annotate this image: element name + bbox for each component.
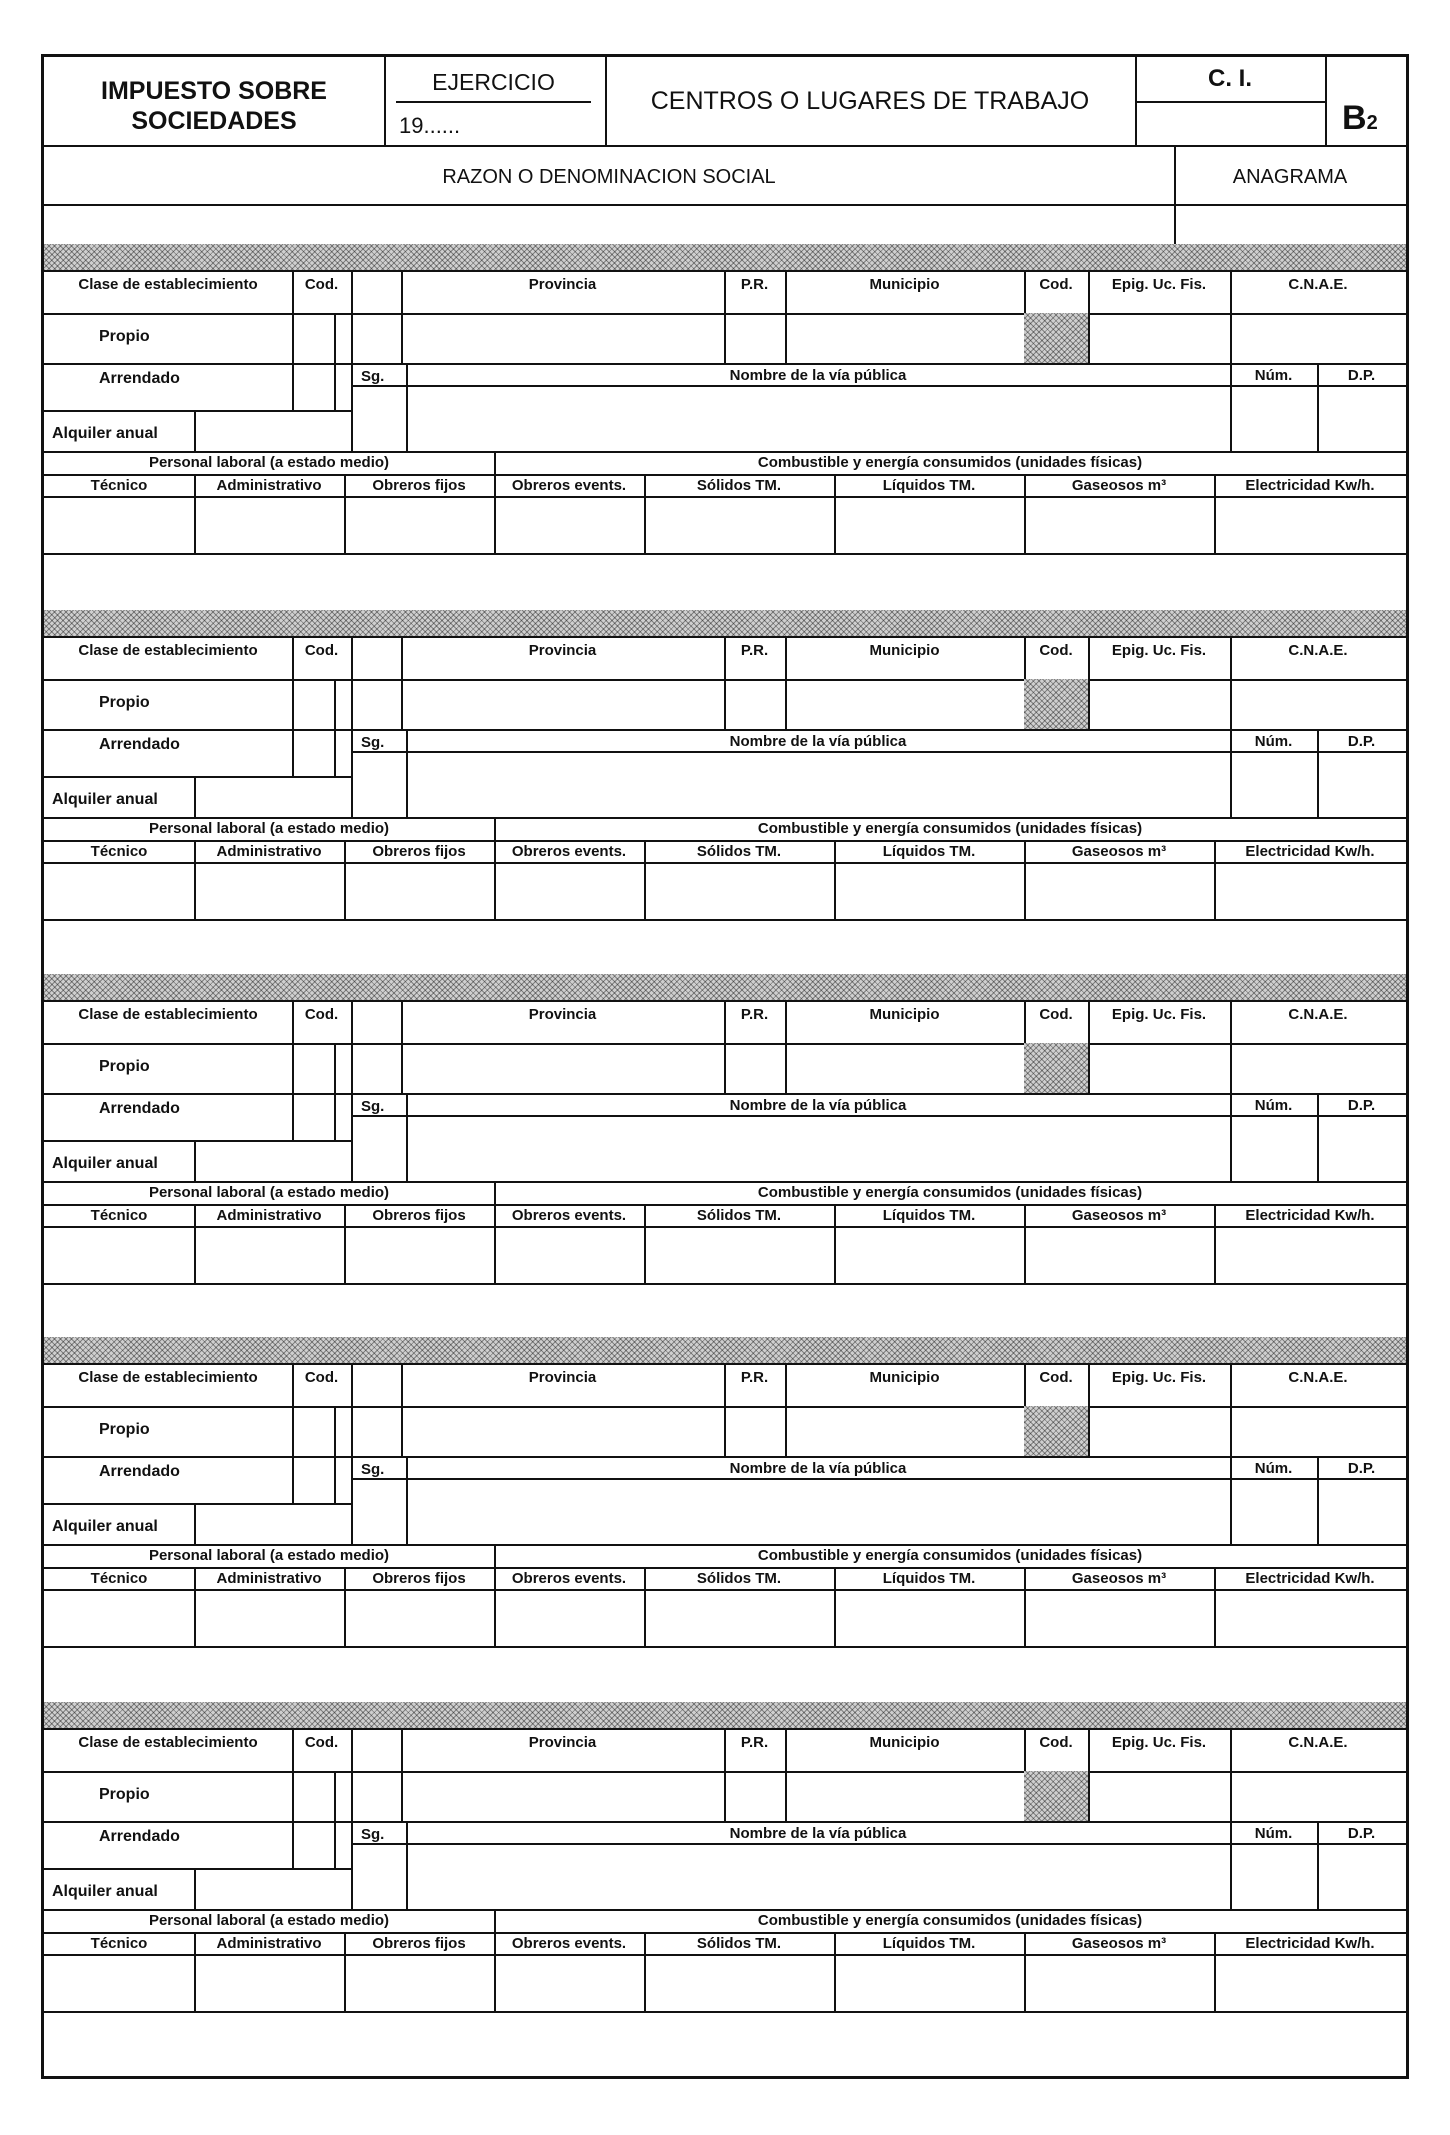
gaseosos-label: Gaseosos m³ — [1071, 1570, 1167, 1587]
epig-field[interactable] — [1090, 1408, 1228, 1454]
gaseosos-label: Gaseosos m³ — [1071, 1935, 1167, 1952]
cnae-label: C.N.A.E. — [1288, 1006, 1348, 1023]
propio-label: Propio — [99, 694, 150, 711]
via-label: Nombre de la vía pública — [729, 1097, 907, 1114]
solidos-field[interactable] — [646, 864, 832, 917]
model-code: B2 — [1342, 99, 1378, 137]
propio-label: Propio — [99, 1421, 150, 1438]
grid-line — [334, 313, 336, 410]
epig-label: Epig. Uc. Fis. — [1111, 1369, 1207, 1386]
via-label: Nombre de la vía pública — [729, 367, 907, 384]
liquidos-label: Líquidos TM. — [882, 843, 976, 860]
via-field[interactable] — [408, 387, 1228, 449]
grid-line — [44, 1567, 1406, 1569]
arrendado-checkbox[interactable] — [294, 1823, 332, 1866]
personal-label: Personal laboral (a estado medio) — [148, 820, 390, 837]
municipio-field[interactable] — [787, 315, 1022, 361]
sg-field[interactable] — [353, 1117, 404, 1179]
combustible-label: Combustible y energía consumidos (unidades físicas) — [757, 454, 1143, 471]
liquidos-field[interactable] — [836, 864, 1022, 917]
obreros-event-label: Obreros events. — [511, 1935, 627, 1952]
provincia-label: Provincia — [528, 1734, 597, 1751]
cnae-field[interactable] — [1232, 1045, 1404, 1091]
ci-field[interactable] — [1139, 105, 1321, 141]
liquidos-field[interactable] — [836, 1228, 1022, 1281]
obreros-event-field[interactable] — [496, 1956, 642, 2009]
sg-field[interactable] — [353, 1480, 404, 1542]
electricidad-label: Electricidad Kw/h. — [1245, 843, 1375, 860]
arrendado-checkbox[interactable] — [294, 1095, 332, 1138]
liquidos-field[interactable] — [836, 498, 1022, 551]
pr-field[interactable] — [726, 1408, 783, 1454]
tax-title-line1: IMPUESTO SOBRE — [101, 77, 327, 105]
electricidad-label: Electricidad Kw/h. — [1245, 1935, 1375, 1952]
alquiler-label: Alquiler anual — [52, 1883, 158, 1900]
grid-line — [44, 553, 1406, 555]
grid-line — [44, 840, 1406, 842]
arrendado-checkbox[interactable] — [294, 1458, 332, 1501]
cod-label: Cod. — [304, 1006, 339, 1023]
arrendado-label: Arrendado — [99, 736, 180, 753]
obreros-event-field[interactable] — [496, 1591, 642, 1644]
ci-label: C. I. — [1207, 65, 1252, 92]
hatched-separator — [44, 1337, 1406, 1363]
grid-line — [334, 1406, 336, 1503]
provincia-label: Provincia — [528, 1006, 597, 1023]
personal-label: Personal laboral (a estado medio) — [148, 1184, 390, 1201]
provincia-label: Provincia — [528, 642, 597, 659]
via-label: Nombre de la vía pública — [729, 1825, 907, 1842]
grid-line — [351, 1456, 1406, 1458]
propio-checkbox[interactable] — [294, 315, 332, 361]
dp-field[interactable] — [1319, 1845, 1404, 1907]
tecnico-label: Técnico — [90, 477, 148, 494]
obreros-fijos-field[interactable] — [346, 498, 492, 551]
ejercicio-year-field[interactable]: 19...... — [399, 113, 461, 138]
pr-label: P.R. — [740, 642, 769, 659]
electricidad-field[interactable] — [1216, 498, 1404, 551]
num-field[interactable] — [1232, 1117, 1315, 1179]
liquidos-label: Líquidos TM. — [882, 1207, 976, 1224]
gaseosos-field[interactable] — [1026, 864, 1212, 917]
epig-field[interactable] — [1090, 1773, 1228, 1819]
via-field[interactable] — [408, 1480, 1228, 1542]
alquiler-field[interactable] — [196, 778, 349, 815]
hatched-separator — [44, 974, 1406, 1000]
administrativo-field[interactable] — [196, 498, 342, 551]
dp-field[interactable] — [1319, 387, 1404, 449]
cod-municipio-label: Cod. — [1039, 276, 1073, 293]
establishment-centro-2 — [44, 610, 1406, 935]
cnae-label: C.N.A.E. — [1288, 642, 1348, 659]
tecnico-label: Técnico — [90, 1207, 148, 1224]
header-divider-1 — [384, 57, 386, 145]
solidos-label: Sólidos TM. — [696, 1207, 782, 1224]
tecnico-label: Técnico — [90, 843, 148, 860]
provincia-field[interactable] — [403, 1408, 722, 1454]
ci-underline — [1135, 101, 1325, 103]
clase-label: Clase de establecimiento — [78, 276, 258, 293]
num-field[interactable] — [1232, 387, 1315, 449]
provincia-label: Provincia — [528, 1369, 597, 1386]
num-field[interactable] — [1232, 1845, 1315, 1907]
propio-label: Propio — [99, 1058, 150, 1075]
gaseosos-label: Gaseosos m³ — [1071, 477, 1167, 494]
obreros-fijos-label: Obreros fijos — [372, 477, 466, 494]
grid-line — [334, 679, 336, 776]
pr-field[interactable] — [726, 315, 783, 361]
cod-municipio-shaded — [1024, 313, 1088, 363]
grid-line — [334, 1771, 336, 1868]
cod-municipio-shaded — [1024, 1771, 1088, 1821]
personal-label: Personal laboral (a estado medio) — [148, 1912, 390, 1929]
solidos-field[interactable] — [646, 1228, 832, 1281]
propio-checkbox[interactable] — [294, 1408, 332, 1454]
obreros-event-label: Obreros events. — [511, 843, 627, 860]
arrendado-label: Arrendado — [99, 370, 180, 387]
grid-line — [44, 1646, 1406, 1648]
alquiler-field[interactable] — [196, 1505, 349, 1542]
electricidad-label: Electricidad Kw/h. — [1245, 1570, 1375, 1587]
dp-label: D.P. — [1347, 1825, 1376, 1842]
propio-label: Propio — [99, 328, 150, 345]
cod-field[interactable] — [353, 1045, 399, 1091]
municipio-field[interactable] — [787, 1045, 1022, 1091]
cod-municipio-shaded — [1024, 1043, 1088, 1093]
municipio-label: Municipio — [869, 642, 940, 659]
establishment-centro-1 — [44, 244, 1406, 569]
tecnico-field[interactable] — [46, 864, 192, 917]
pr-field[interactable] — [726, 1773, 783, 1819]
epig-label: Epig. Uc. Fis. — [1111, 642, 1207, 659]
municipio-field[interactable] — [787, 1408, 1022, 1454]
dp-label: D.P. — [1347, 367, 1376, 384]
tecnico-label: Técnico — [90, 1570, 148, 1587]
cod-municipio-label: Cod. — [1039, 1006, 1073, 1023]
sg-field[interactable] — [353, 1845, 404, 1907]
obreros-fijos-field[interactable] — [346, 1956, 492, 2009]
dp-field[interactable] — [1319, 1117, 1404, 1179]
administrativo-label: Administrativo — [216, 1935, 322, 1952]
cnae-field[interactable] — [1232, 315, 1404, 361]
pr-label: P.R. — [740, 1369, 769, 1386]
via-label: Nombre de la vía pública — [729, 733, 907, 750]
arrendado-label: Arrendado — [99, 1463, 180, 1480]
administrativo-label: Administrativo — [216, 477, 322, 494]
anagrama-field[interactable] — [1176, 206, 1404, 243]
obreros-event-field[interactable] — [496, 498, 642, 551]
num-label: Núm. — [1254, 1825, 1293, 1842]
establishment-centro-5 — [44, 1702, 1406, 2027]
provincia-label: Provincia — [528, 276, 597, 293]
municipio-label: Municipio — [869, 1006, 940, 1023]
grid-line — [351, 363, 1406, 365]
obreros-fijos-label: Obreros fijos — [372, 1570, 466, 1587]
epig-field[interactable] — [1090, 1045, 1228, 1091]
gaseosos-label: Gaseosos m³ — [1071, 1207, 1167, 1224]
via-field[interactable] — [408, 1845, 1228, 1907]
liquidos-field[interactable] — [836, 1591, 1022, 1644]
clase-label: Clase de establecimiento — [78, 1734, 258, 1751]
gaseosos-field[interactable] — [1026, 1591, 1212, 1644]
grid-line — [44, 1544, 1406, 1546]
num-field[interactable] — [1232, 753, 1315, 815]
num-field[interactable] — [1232, 1480, 1315, 1542]
propio-checkbox[interactable] — [294, 1045, 332, 1091]
tecnico-field[interactable] — [46, 1956, 192, 2009]
alquiler-field[interactable] — [196, 1870, 349, 1907]
cod-label: Cod. — [304, 276, 339, 293]
provincia-field[interactable] — [403, 681, 722, 727]
arrendado-checkbox[interactable] — [294, 731, 332, 774]
dp-field[interactable] — [1319, 1480, 1404, 1542]
administrativo-label: Administrativo — [216, 1570, 322, 1587]
cnae-label: C.N.A.E. — [1288, 276, 1348, 293]
epig-field[interactable] — [1090, 315, 1228, 361]
form-title: CENTROS O LUGARES DE TRABAJO — [650, 87, 1090, 115]
liquidos-field[interactable] — [836, 1956, 1022, 2009]
grid-line — [351, 1821, 1406, 1823]
via-field[interactable] — [408, 753, 1228, 815]
pr-field[interactable] — [726, 681, 783, 727]
dp-label: D.P. — [1347, 733, 1376, 750]
via-field[interactable] — [408, 1117, 1228, 1179]
header-divider-4 — [1325, 57, 1327, 145]
alquiler-label: Alquiler anual — [52, 1518, 158, 1535]
pr-label: P.R. — [740, 1734, 769, 1751]
obreros-event-label: Obreros events. — [511, 477, 627, 494]
grid-line — [351, 729, 1406, 731]
ejercicio-underline — [396, 101, 591, 103]
gaseosos-field[interactable] — [1026, 1228, 1212, 1281]
grid-line — [44, 2011, 1406, 2013]
alquiler-label: Alquiler anual — [52, 425, 158, 442]
personal-label: Personal laboral (a estado medio) — [148, 1547, 390, 1564]
dp-field[interactable] — [1319, 753, 1404, 815]
pr-field[interactable] — [726, 1045, 783, 1091]
obreros-fijos-field[interactable] — [346, 1591, 492, 1644]
obreros-event-label: Obreros events. — [511, 1207, 627, 1224]
combustible-label: Combustible y energía consumidos (unidades físicas) — [757, 820, 1143, 837]
gaseosos-field[interactable] — [1026, 498, 1212, 551]
solidos-field[interactable] — [646, 498, 832, 551]
combustible-label: Combustible y energía consumidos (unidades físicas) — [757, 1547, 1143, 1564]
alquiler-field[interactable] — [196, 412, 349, 449]
cod-label: Cod. — [304, 1734, 339, 1751]
grid-line — [44, 1204, 1406, 1206]
cnae-field[interactable] — [1232, 681, 1404, 727]
administrativo-field[interactable] — [196, 864, 342, 917]
cod-label: Cod. — [304, 1369, 339, 1386]
grid-line — [44, 474, 1406, 476]
cod-field[interactable] — [353, 681, 399, 727]
propio-checkbox[interactable] — [294, 681, 332, 727]
liquidos-label: Líquidos TM. — [882, 1570, 976, 1587]
grid-line — [44, 817, 1406, 819]
clase-label: Clase de establecimiento — [78, 1369, 258, 1386]
sg-label: Sg. — [361, 1461, 385, 1478]
anagrama-label: ANAGRAMA — [1232, 166, 1348, 188]
solidos-label: Sólidos TM. — [696, 843, 782, 860]
sg-label: Sg. — [361, 368, 385, 385]
num-label: Núm. — [1254, 1097, 1293, 1114]
sg-field[interactable] — [353, 753, 404, 815]
gaseosos-label: Gaseosos m³ — [1071, 843, 1167, 860]
cod-label: Cod. — [304, 642, 339, 659]
electricidad-field[interactable] — [1216, 1228, 1404, 1281]
administrativo-field[interactable] — [196, 1591, 342, 1644]
cnae-field[interactable] — [1232, 1773, 1404, 1819]
obreros-fijos-label: Obreros fijos — [372, 1935, 466, 1952]
obreros-fijos-label: Obreros fijos — [372, 843, 466, 860]
tecnico-field[interactable] — [46, 498, 192, 551]
cod-field[interactable] — [353, 315, 399, 361]
sg-field[interactable] — [353, 387, 404, 449]
pr-label: P.R. — [740, 276, 769, 293]
obreros-fijos-field[interactable] — [346, 1228, 492, 1281]
dp-label: D.P. — [1347, 1097, 1376, 1114]
cod-municipio-shaded — [1024, 679, 1088, 729]
hatched-separator — [44, 610, 1406, 636]
municipio-label: Municipio — [869, 1369, 940, 1386]
provincia-field[interactable] — [403, 315, 722, 361]
administrativo-field[interactable] — [196, 1228, 342, 1281]
epig-label: Epig. Uc. Fis. — [1111, 276, 1207, 293]
cnae-label: C.N.A.E. — [1288, 1369, 1348, 1386]
tecnico-label: Técnico — [90, 1935, 148, 1952]
grid-line — [44, 1909, 1406, 1911]
solidos-label: Sólidos TM. — [696, 1935, 782, 1952]
establishment-centro-3 — [44, 974, 1406, 1299]
solidos-label: Sólidos TM. — [696, 477, 782, 494]
provincia-field[interactable] — [403, 1773, 722, 1819]
num-label: Núm. — [1254, 367, 1293, 384]
combustible-label: Combustible y energía consumidos (unidades físicas) — [757, 1912, 1143, 1929]
clase-label: Clase de establecimiento — [78, 1006, 258, 1023]
grid-line — [44, 1283, 1406, 1285]
municipio-label: Municipio — [869, 1734, 940, 1751]
ejercicio-label: EJERCICIO — [432, 69, 555, 95]
cod-municipio-label: Cod. — [1039, 1734, 1073, 1751]
via-label: Nombre de la vía pública — [729, 1460, 907, 1477]
tecnico-field[interactable] — [46, 1228, 192, 1281]
epig-label: Epig. Uc. Fis. — [1111, 1734, 1207, 1751]
electricidad-label: Electricidad Kw/h. — [1245, 477, 1375, 494]
cod-field[interactable] — [353, 1408, 399, 1454]
solidos-field[interactable] — [646, 1591, 832, 1644]
municipio-field[interactable] — [787, 1773, 1022, 1819]
cnae-label: C.N.A.E. — [1288, 1734, 1348, 1751]
num-label: Núm. — [1254, 733, 1293, 750]
grid-line — [351, 1093, 1406, 1095]
epig-field[interactable] — [1090, 681, 1228, 727]
alquiler-label: Alquiler anual — [52, 1155, 158, 1172]
tax-form — [41, 54, 1409, 2079]
num-label: Núm. — [1254, 1460, 1293, 1477]
alquiler-label: Alquiler anual — [52, 791, 158, 808]
hatched-separator — [44, 244, 1406, 270]
grid-line — [44, 451, 1406, 453]
hatched-separator — [44, 1702, 1406, 1728]
electricidad-field[interactable] — [1216, 864, 1404, 917]
propio-label: Propio — [99, 1786, 150, 1803]
pr-label: P.R. — [740, 1006, 769, 1023]
arrendado-label: Arrendado — [99, 1828, 180, 1845]
municipio-label: Municipio — [869, 276, 940, 293]
alquiler-field[interactable] — [196, 1142, 349, 1179]
provincia-field[interactable] — [403, 1045, 722, 1091]
razon-social-field[interactable] — [46, 206, 1172, 243]
dp-label: D.P. — [1347, 1460, 1376, 1477]
grid-line — [334, 1043, 336, 1140]
obreros-fijos-field[interactable] — [346, 864, 492, 917]
propio-checkbox[interactable] — [294, 1773, 332, 1819]
epig-label: Epig. Uc. Fis. — [1111, 1006, 1207, 1023]
administrativo-label: Administrativo — [216, 1207, 322, 1224]
cod-municipio-shaded — [1024, 1406, 1088, 1456]
cnae-field[interactable] — [1232, 1408, 1404, 1454]
clase-label: Clase de establecimiento — [78, 642, 258, 659]
municipio-field[interactable] — [787, 681, 1022, 727]
personal-label: Personal laboral (a estado medio) — [148, 454, 390, 471]
header-bottom-line — [44, 145, 1406, 147]
arrendado-label: Arrendado — [99, 1100, 180, 1117]
tax-title-line2: SOCIEDADES — [131, 107, 297, 135]
solidos-label: Sólidos TM. — [696, 1570, 782, 1587]
cod-municipio-label: Cod. — [1039, 1369, 1073, 1386]
obreros-event-label: Obreros events. — [511, 1570, 627, 1587]
grid-line — [44, 1181, 1406, 1183]
grid-line — [44, 919, 1406, 921]
razon-social-label: RAZON O DENOMINACION SOCIAL — [442, 166, 776, 188]
electricidad-field[interactable] — [1216, 1956, 1404, 2009]
cod-field[interactable] — [353, 1773, 399, 1819]
sg-label: Sg. — [361, 1098, 385, 1115]
sg-label: Sg. — [361, 734, 385, 751]
cod-municipio-label: Cod. — [1039, 642, 1073, 659]
solidos-field[interactable] — [646, 1956, 832, 2009]
arrendado-checkbox[interactable] — [294, 365, 332, 408]
liquidos-label: Líquidos TM. — [882, 1935, 976, 1952]
administrativo-field[interactable] — [196, 1956, 342, 2009]
electricidad-label: Electricidad Kw/h. — [1245, 1207, 1375, 1224]
obreros-event-field[interactable] — [496, 1228, 642, 1281]
obreros-fijos-label: Obreros fijos — [372, 1207, 466, 1224]
gaseosos-field[interactable] — [1026, 1956, 1212, 2009]
combustible-label: Combustible y energía consumidos (unidades físicas) — [757, 1184, 1143, 1201]
sg-label: Sg. — [361, 1826, 385, 1843]
liquidos-label: Líquidos TM. — [882, 477, 976, 494]
tecnico-field[interactable] — [46, 1591, 192, 1644]
electricidad-field[interactable] — [1216, 1591, 1404, 1644]
administrativo-label: Administrativo — [216, 843, 322, 860]
obreros-event-field[interactable] — [496, 864, 642, 917]
establishment-centro-4 — [44, 1337, 1406, 1662]
grid-line — [44, 1932, 1406, 1934]
